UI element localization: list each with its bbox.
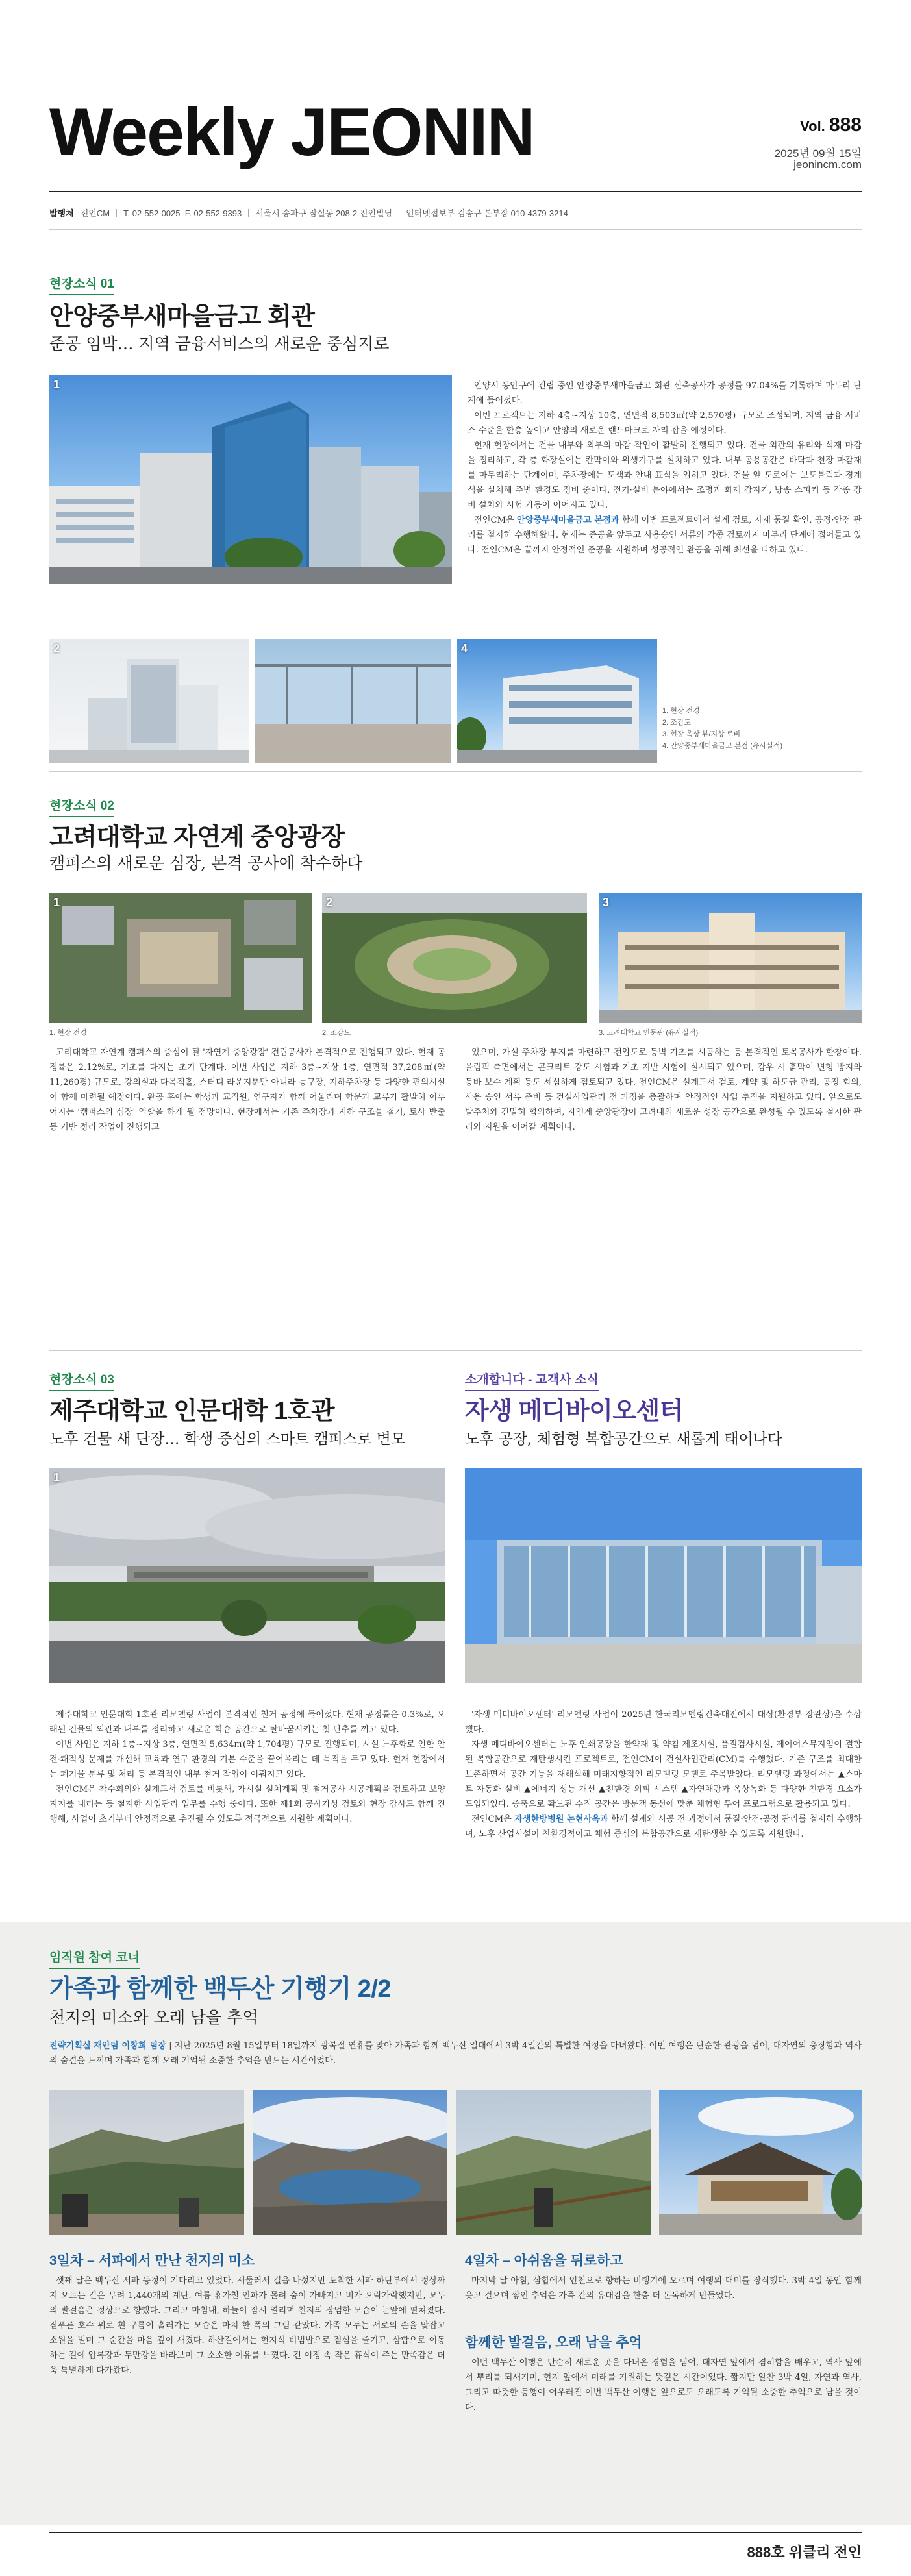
caption: 2. 조감도 — [322, 1029, 351, 1037]
article-headline: 안양중부새마을금고 회관 — [49, 303, 315, 330]
day4-text: 마지막 날 아침, 삼합에서 인천으로 향하는 비행기에 오르며 여행의 대미를 장식했다. 3박 4일 동안 함께 웃고 걸으며 쌓인 추억은 가족 간의 유대감을 한층 더 돈독하게 만들었다. — [465, 2276, 862, 2301]
rendering-photo: 2 — [49, 639, 249, 763]
photo-captions — [662, 705, 782, 752]
day4-title: 4일차 – 아쉬움을 뒤로하고 — [465, 2253, 623, 2268]
client-highlight: 자생한방병원 논현사옥과 — [514, 1814, 608, 1824]
divider — [49, 229, 862, 230]
divider — [49, 1350, 862, 1351]
masthead-title: Weekly JEONIN — [49, 95, 534, 170]
site-aerial-photo: 1 — [49, 893, 312, 1023]
publisher-fax: F. 02-552-9393 — [184, 208, 242, 218]
travel-photo — [659, 2090, 862, 2235]
article-subhead: 캠퍼스의 새로운 심장, 본격 공사에 착수하다 — [49, 854, 363, 873]
travel-photo — [253, 2090, 447, 2235]
caption: 4. 안양중부새마을금고 본점 (유사실적) — [662, 742, 783, 750]
volume-number — [800, 114, 862, 136]
caption: 1. 현장 전경 — [662, 707, 700, 715]
footer-text: 888호 위클리 전인 — [747, 2544, 862, 2560]
reference-photo: 4 — [457, 639, 657, 763]
author-highlight: 전략기획실 재안팀 이창희 팀장 — [49, 2041, 166, 2051]
article-subhead: 준공 임박… 지역 금융서비스의 새로운 중심지로 — [49, 334, 390, 353]
publisher-address: 서울시 송파구 잠실동 208-2 전인빌딩 — [255, 208, 393, 218]
client-highlight: 안양중부새마을금고 본점과 — [517, 515, 619, 525]
publisher-label: 발행처 — [49, 208, 74, 218]
article-headline: 제주대학교 인문대학 1호관 — [49, 1398, 335, 1425]
article-subhead: 천지의 미소와 오래 남을 추억 — [49, 2008, 258, 2027]
closing-text: 이번 백두산 여행은 단순히 새로운 곳을 다녀온 경험을 넘어, 대자연 앞에서 겸허함을 배우고, 역사 앞에서 뿌리를 되새기며, 현지 앞에서 미래를 기원하는 뜻깊은 시간이었다. 짧지만 알찬 3박 4일, 자연과 역사, 그리고 따뜻한 동행이 어우러진 이번 백두산 여행은 앞으로도 오래도록 기억될 소중한 추억으로 남을 것이다. — [465, 2358, 862, 2412]
article-body: 안양시 동안구에 건립 중인 안양중부새마을금고 회관 신축공사가 공정률 97.04%를 기록하며 마무리 단계에 들어섰다. 이번 프로젝트는 지하 4층~지상 10층, 연면적 8,503㎡(약 2,570평) 규모로 조성되며, 지역 금융 서비스 수준을 한층 높이고 안양의 새로운 랜드마크로 자리 잡을 예정이다. 현재 현장에서는 건물 내부와 외부의 마감 작업이 활발히 진행되고 있다. 건물 외관의 유리와 석재 마감을 정리하고, 각 층 화장실에는 칸막이와 위생기구를 설치하고 있다. 내부 공용공간은 바닥과 천장 마감재를 마무리하는 단계이며, 주차장에는 도색과 안내 표식을 입히고 있다. 건물 앞 도로에는 보도블럭과 경계석을 설치해 주변 환경도 정비 중이다. 전기·설비 분야에서는 조명과 화재 감지기, 방송 스피커 등 각종 장비 설치와 시험 가동이 이어지고 있다. 전인CM은 안양중부새마을금고 본점과 함께 이번 프로젝트에서 설계 검토, 자재 품질 확인, 공정·안전 관리를 철저히 수행해왔다. 현재는 준공을 앞두고 사용승인 서류와 각종 검토까지 마무리 단계에 접어들고 있다. 전인CM은 끝까지 안정적인 준공을 지원하며 성공적인 완공을 위해 최선을 다하고 있다. — [468, 381, 862, 555]
article-body: 제주대학교 인문대학 1호관 리모델링 사업이 본격적인 철거 공정에 들어섰다. 현재 공정률은 0.3%로, 오래된 건물의 외관과 내부를 정리하고 새로운 학습 공간으로 탈바꿈시키는 첫 단추를 끼고 있다. 이번 사업은 지하 1층~지상 3층, 연면적 5,634㎡(약 1,704평) 규모로 진행되며, 시설 노후화로 인한 안전·쾌적성 문제를 개선해 교육과 연구 환경의 기본 수준을 끌어올리는 데 목적을 두고 있다. 현재 현장에서는 폐기물 분류 및 처리 등 본격적인 내부 철거 작업이 이뤄지고 있다. 전인CM은 착수회의와 설계도서 검토를 비롯해, 가시설 설치계획 및 철거공사 시공계획을 검토하고 보양 지지를 내리는 등 철저한 사업관리 업무를 수행 중이다. 또한 제1회 공사기성 검토와 현장 감사도 함께 진행해, 사업이 초기부터 안정적으로 추진될 수 있도록 적극적으로 지원할 계획이다. — [49, 1710, 445, 1824]
center-photo — [465, 1468, 862, 1683]
caption: 1. 현장 전경 — [49, 1029, 87, 1037]
travel-intro: 전략기획실 재안팀 이창희 팀장 | 지난 2025년 8월 15일부터 18일까지 광복절 연휴를 맞아 가족과 함께 백두산 일대에서 3박 4일간의 특별한 여정을 다녀왔다. 이번 여행은 단순한 관광을 넘어, 대자연의 웅장함과 역사의 숨결을 느끼며 가족과 함께 오래 기억될 소중한 추억을 만드는 시간이었다. — [49, 2041, 862, 2066]
publisher-info — [49, 206, 568, 219]
divider — [49, 771, 862, 772]
volume-label: Vol. — [800, 118, 825, 134]
rendering-photo: 2 — [322, 893, 587, 1023]
publisher-name: 전인CM — [80, 208, 110, 218]
section-tag: 소개합니다 - 고객사 소식 — [465, 1370, 599, 1391]
article-body: 있으며, 가설 주차장 부지를 마련하고 전압도로 등벽 기초를 시공하는 등 본격적인 토목공사가 한창이다. 올림픽 측면에서는 콘크리트 강도 시험과 기초 지반 시험이 실시되고 있으며, 감우 시 흙막이 변형 방지와 동바 보수 계획 등도 세심하게 점토되고 있다. 전인CM은 설계도서 검토, 계약 및 하도급 관리, 공정 회의, 사용 승인 서류 준비 등 건설사업관리 전 과정을 총괄하며 안정적인 사업 추진을 지원하고 있다. 앞으로도 발주처와 긴밀히 협의하여, 자연계 중앙광장이 고려대의 새로운 성장 공간으로 완성될 수 있도록 철저한 관리와 지원을 이어갈 계획이다. — [465, 1048, 862, 1132]
issue-date: 2025년 09월 15일 — [774, 147, 862, 160]
masthead-rule — [49, 191, 862, 192]
article-headline: 가족과 함께한 백두산 기행기 2/2 — [49, 1975, 392, 2003]
reference-photo: 3 — [599, 893, 862, 1023]
article-body: '자생 메디바이오센터' 리모델링 사업이 2025년 한국리모델링건축대전에서 대상(환경부 장관상)을 수상했다. 자생 메디바이오센터는 노후 인쇄공장을 한약재 및 약침 제조시설, 품질검사시설, 제이어스뮤지엄이 결합된 복합공간으로 재탄생시킨 프로젝트로, 전인CM이 건설사업관리(CM)를 수행했다. 기존 구조를 최대한 보존하면서 공간 기능을 재해석해 미래지향적인 리모델링 모델로 주목받았다. 리모델링 과정에서는 ▲스마트 자동화 설비 ▲에너지 성능 개선 ▲친환경 외피 시스템 ▲자연채광과 옥상녹화 등 다양한 친환경 요소가 도입되었다. 증축으로 확보된 수직 공간은 방문객 동선에 맞춘 체험형 투어 프로그램으로 활용되고 있다. 전인CM은 자생한방병원 논현사옥과 함께 설계와 시공 전 과정에서 품질·안전·공정 관리를 철저히 수행하며, 노후 산업시설이 친환경적이고 체험 중심의 복합공간으로 재탄생할 수 있도록 지원했다. — [465, 1710, 862, 1839]
article-headline: 고려대학교 자연계 중앙광장 — [49, 824, 345, 851]
travel-photo — [49, 2090, 244, 2235]
section-tag: 현장소식 01 — [49, 274, 114, 295]
caption: 2. 조감도 — [662, 719, 692, 726]
site-photo: 1 — [49, 1468, 445, 1683]
caption: 3. 고려대학교 인문관 (유사실적) — [599, 1029, 699, 1037]
rooftop-photo — [255, 639, 451, 763]
travel-photo — [456, 2090, 651, 2235]
publisher-contact: 인터넷접보부 김송규 본부장 010-4379-3214 — [406, 208, 568, 218]
caption: 3. 현장 옥상 뷰/지상 로비 — [662, 730, 741, 738]
article-subhead: 노후 건물 새 단장… 학생 중심의 스마트 캠퍼스로 변모 — [49, 1431, 406, 1448]
footer-rule — [49, 2532, 862, 2533]
article-headline: 자생 메디바이오센터 — [465, 1398, 683, 1425]
section-tag: 현장소식 03 — [49, 1370, 114, 1391]
day3-title: 3일차 – 서파에서 만난 천지의 미소 — [49, 2253, 255, 2268]
closing-title: 함께한 발걸음, 오래 남을 추억 — [465, 2335, 642, 2350]
publisher-tel: T. 02-552-0025 — [123, 208, 181, 218]
section-tag: 현장소식 02 — [49, 796, 114, 817]
article-subhead: 노후 공장, 체험형 복합공간으로 새롭게 태어나다 — [465, 1431, 782, 1448]
website-link[interactable]: jeonincm.com — [793, 158, 862, 171]
article-body: 고려대학교 자연계 캠퍼스의 중심이 될 '자연계 중앙광장' 건립공사가 본격적으로 진행되고 있다. 현재 공정률은 2.12%로, 기초를 다지는 초기 단계다. 이번 사업은 지하 3층~지상 1층, 연면적 37,208㎡(약 11,260평) 규모로, 강의실과 다목적홀, 스터디 라운지뿐만 아니라 농구장, 지하주차장 등 다양한 편의시설이 함께 마련될 예정이다. 완공 후에는 학생과 교직원, 연구자가 함께 어울리며 학문과 교류가 활발히 이루어지는 '캠퍼스의 심장' 역할을 하게 될 전망이다. 현장에서는 기존 주차장과 지하 구조물 철거, 토사 반출 등 기반 정리 작업이 진행되고 — [49, 1048, 445, 1132]
section-tag: 임직원 참여 코너 — [49, 1948, 140, 1969]
day3-text: 셋째 날은 백두산 서파 등정이 기다리고 있었다. 서둘러서 길을 나섰지만 도착한 서파 하단부에서 정상까지 오르는 길은 무려 1,440개의 계단. 여름 휴가철 인파가 몰려 숨이 가빠지고 비가 오락가락했지만, 모두의 발걸음은 정상으로 향했다. 그리고 마침내, 하늘이 잠시 열리며 천지의 장엄한 모습이 눈앞에 펼쳐졌다. 짙푸른 호수 위로 흰 구름이 흘러가는 모습은 마치 한 폭의 그림 같았다. 가족 모두는 서로의 손을 맞잡고 소원을 빌며 그 순간을 마음 깊이 새겼다. 하산길에서는 현지식 비빔밥으로 점심을 즐기고, 삼합으로 이동하는 길에 압록강과 두만강을 바라보며 그 소소한 여유를 느꼈다. 긴 여정 속 작은 휴식이 주는 만족감은 더욱 특별하게 다가왔다. — [49, 2276, 445, 2375]
site-photo: 1 — [49, 375, 452, 584]
volume-value: 888 — [829, 114, 862, 136]
